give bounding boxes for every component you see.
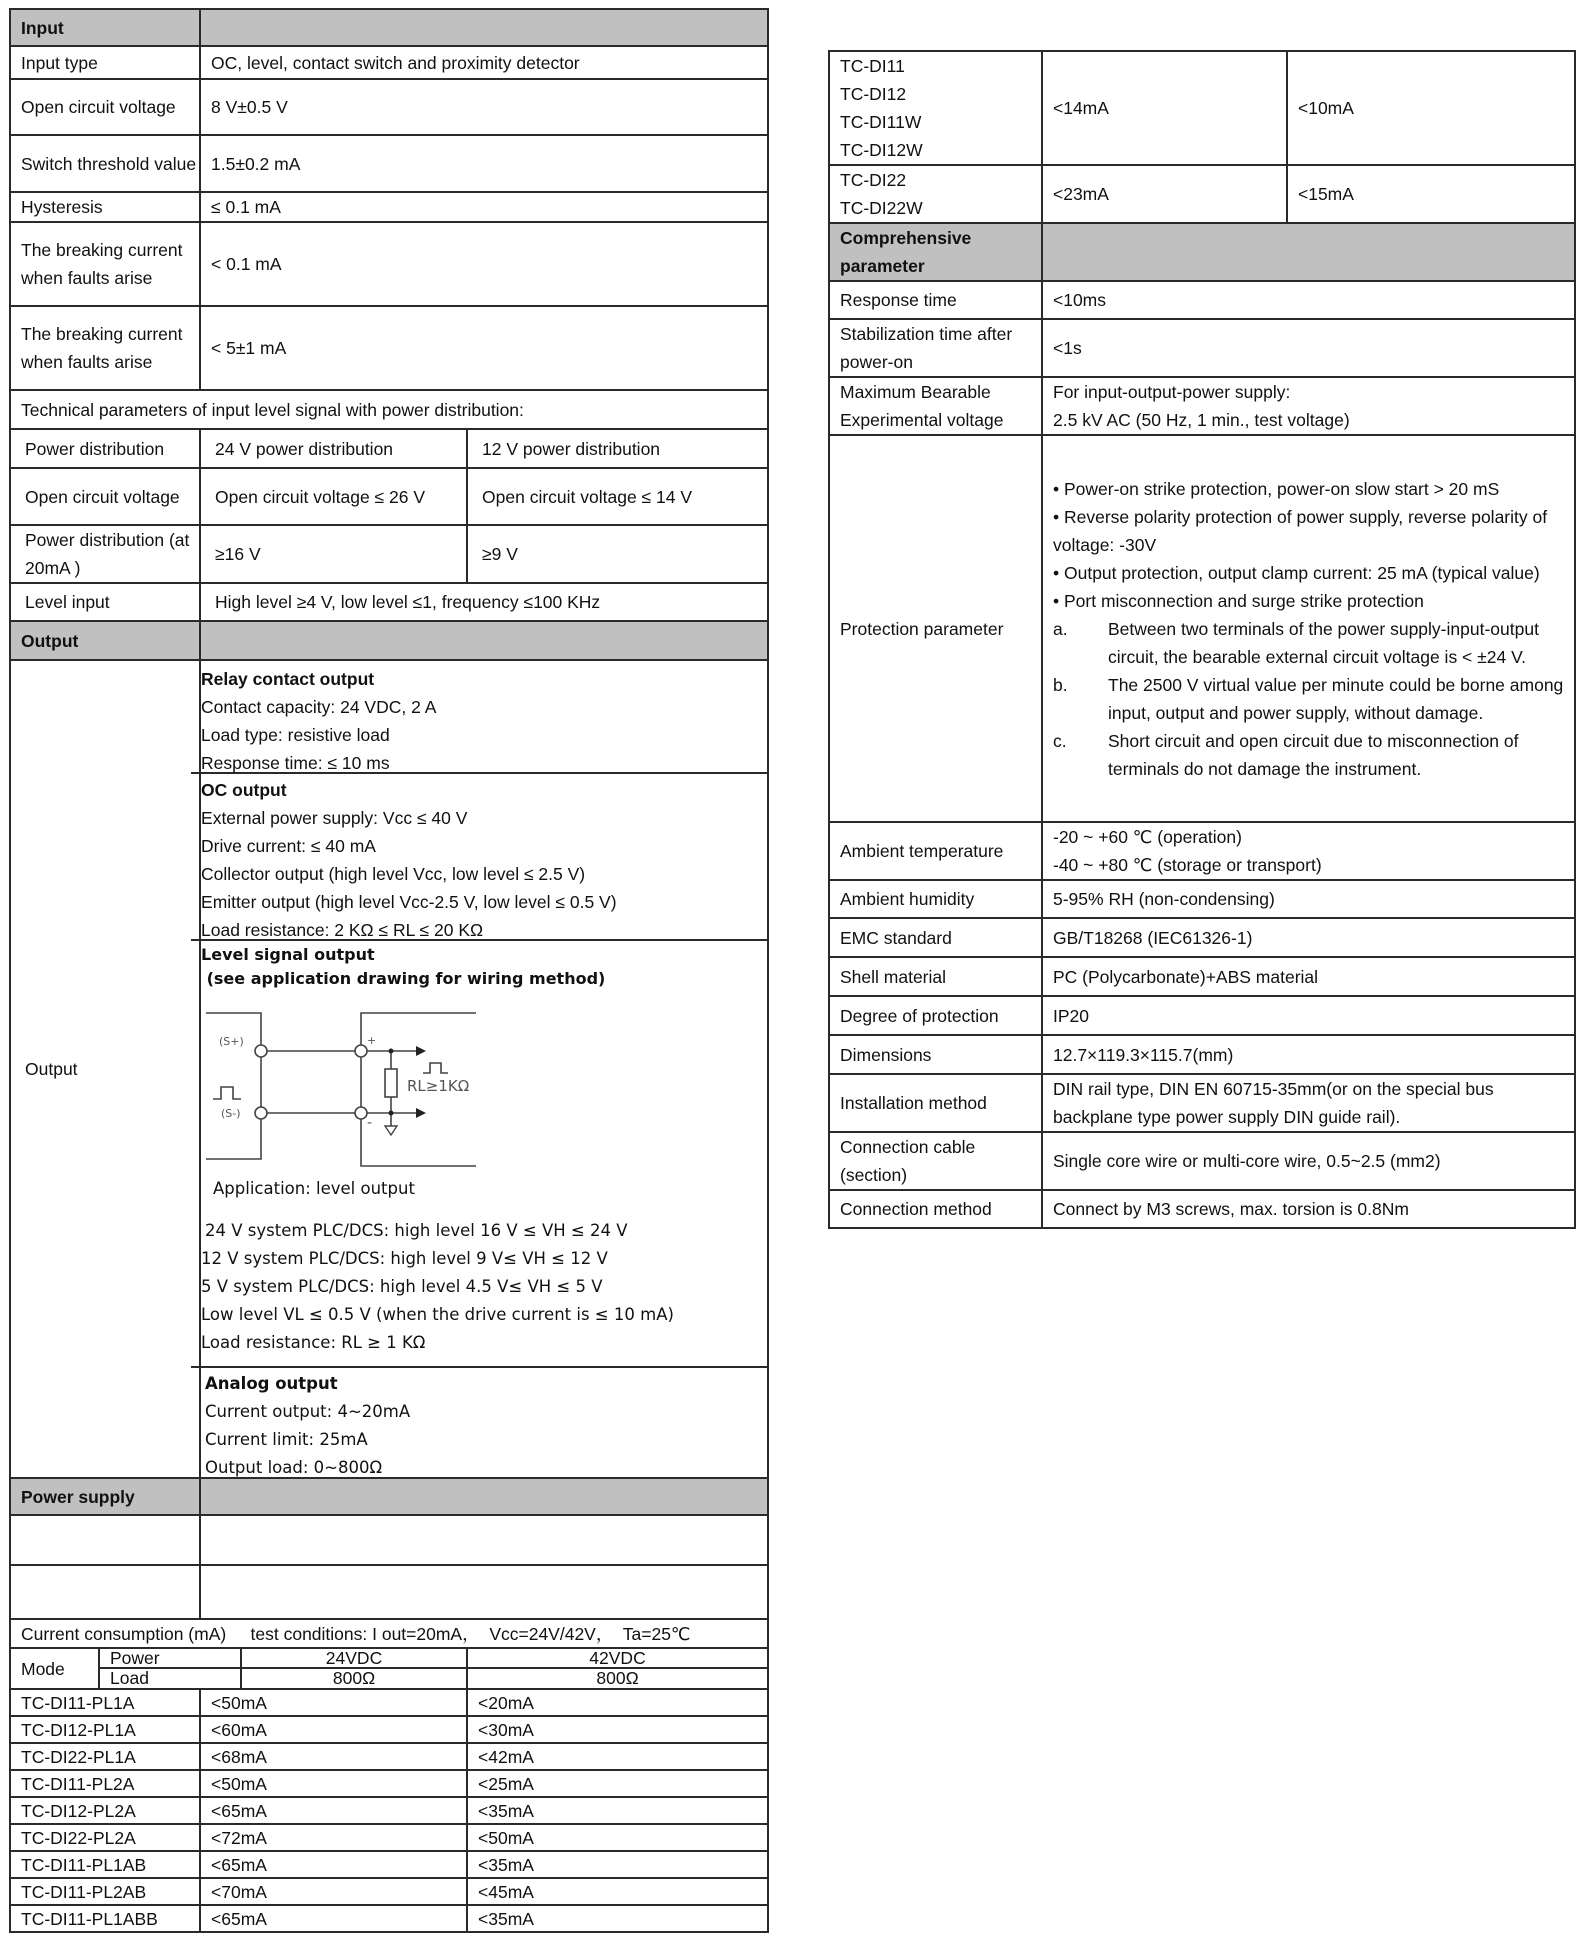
relay-output-line: Contact capacity: 24 VDC, 2 A xyxy=(201,697,437,717)
power-24vdc: 24VDC xyxy=(241,1648,467,1668)
spec-label: Switch threshold value xyxy=(10,135,200,192)
spec-value: Open circuit voltage ≤ 14 V xyxy=(467,468,768,525)
spec-label: Installation method xyxy=(829,1074,1042,1132)
spec-label xyxy=(10,1515,200,1565)
spec-value: Connect by M3 screws, max. torsion is 0.8Nm xyxy=(1042,1190,1575,1228)
model-name: TC-DI11-PL2A xyxy=(10,1770,200,1797)
output-section-header xyxy=(10,621,768,660)
terminal-icon xyxy=(255,1045,267,1057)
spec-row xyxy=(10,79,768,135)
spec-row xyxy=(829,377,1575,435)
level-output-line: 12 V system PLC/DCS: high level 9 V≤ VH ≤ 12 V xyxy=(201,1249,608,1268)
comprehensive-section-header xyxy=(829,223,1575,281)
consumption-24v: <65mA xyxy=(200,1851,467,1878)
model-name: TC-DI11-PL1ABB xyxy=(10,1905,200,1932)
spec-value: < 0.1 mA xyxy=(200,222,768,306)
protection-bullet: • Output protection, output clamp current: 25 mA (typical value) xyxy=(1053,562,1540,583)
spec-row xyxy=(829,822,1575,880)
spec-value: < 5±1 mA xyxy=(200,306,768,390)
consumption-24v: <14mA xyxy=(1042,51,1287,165)
spec-value-line: -40 ~ +80 ℃ (storage or transport) xyxy=(1053,855,1322,875)
consumption-title: Current consumption (mA) test conditions: I out=20mA， Vcc=24V/42V， Ta=25℃ xyxy=(10,1619,768,1648)
tech-params-row xyxy=(10,390,768,429)
spec-value: GB/T18268 (IEC61326-1) xyxy=(1042,918,1575,957)
spec-row xyxy=(829,996,1575,1035)
consumption-power-row xyxy=(10,1648,768,1668)
item-text: Short circuit and open circuit due to misconnection of terminals do not damage the instrument. xyxy=(1108,730,1519,779)
spec-value: 12.7×119.3×115.7(mm) xyxy=(1042,1035,1575,1074)
consumption-24v: <50mA xyxy=(200,1770,467,1797)
model-name: TC-DI11W xyxy=(840,112,922,132)
junction-dot xyxy=(389,1049,394,1054)
item-text: The 2500 V virtual value per minute could be borne among input, output and power supply, without damage. xyxy=(1108,674,1564,723)
model-name: TC-DI11 xyxy=(840,56,905,76)
spec-value-line: -20 ~ +60 ℃ (operation) xyxy=(1053,827,1242,847)
spec-row xyxy=(829,281,1575,319)
consumption-24v: <50mA xyxy=(200,1689,467,1716)
spec-value: ≥9 V xyxy=(467,525,768,583)
consumption-row xyxy=(10,1797,768,1824)
spec-row xyxy=(10,192,768,222)
power-dist-row xyxy=(10,468,768,525)
output-header: Output xyxy=(10,621,200,660)
consumption-24v: <65mA xyxy=(200,1905,467,1932)
spec-row xyxy=(10,222,768,306)
spec-row xyxy=(829,1132,1575,1190)
spec-row xyxy=(10,306,768,390)
consumption-42v: <35mA xyxy=(467,1905,768,1932)
protection-details xyxy=(1042,435,1575,822)
oc-output-line: Drive current: ≤ 40 mA xyxy=(201,836,376,856)
s-plus-label: (S+) xyxy=(219,1035,244,1048)
level-output-line: Load resistance: RL ≥ 1 KΩ xyxy=(201,1333,426,1352)
arrow-right-icon xyxy=(416,1046,426,1056)
consumption-24v: <60mA xyxy=(200,1716,467,1743)
model-group-row xyxy=(829,51,1575,165)
consumption-42v: <45mA xyxy=(467,1878,768,1905)
spec-row xyxy=(10,1515,768,1565)
spec-row xyxy=(10,1565,768,1619)
spec-row xyxy=(829,319,1575,377)
protection-bullet: • Port misconnection and surge strike protection xyxy=(1053,590,1424,611)
protection-item xyxy=(1053,727,1566,783)
model-group-row xyxy=(829,165,1575,223)
power-supply-header: Power supply xyxy=(10,1478,200,1515)
pulse-icon xyxy=(213,1087,241,1099)
spec-value: <1s xyxy=(1042,319,1575,377)
diagram-caption: Application: level output xyxy=(213,1179,415,1198)
spec-label: Response time xyxy=(829,281,1042,319)
consumption-24v: <72mA xyxy=(200,1824,467,1851)
consumption-row xyxy=(10,1689,768,1716)
right-spec-table xyxy=(828,50,1576,1229)
spec-row xyxy=(829,957,1575,996)
minus-label: - xyxy=(367,1115,373,1131)
model-name: TC-DI22 xyxy=(840,170,907,190)
power-42vdc: 42VDC xyxy=(467,1648,768,1668)
spec-value: 1.5±0.2 mA xyxy=(200,135,768,192)
spec-label: Ambient humidity xyxy=(829,880,1042,918)
level-output-title: Level signal output xyxy=(201,945,375,964)
spec-label: Connection method xyxy=(829,1190,1042,1228)
model-name: TC-DI22W xyxy=(840,198,923,218)
load-resistance-label: RL≥1KΩ xyxy=(407,1077,470,1095)
pulse-icon xyxy=(423,1063,448,1073)
model-name: TC-DI12-PL2A xyxy=(10,1797,200,1824)
level-output-line: 5 V system PLC/DCS: high level 4.5 V≤ VH ≤ 5 V xyxy=(201,1277,603,1296)
oc-output-line: External power supply: Vcc ≤ 40 V xyxy=(201,808,468,828)
relay-output-line: Response time: ≤ 10 ms xyxy=(201,753,390,773)
spec-label: Ambient temperature xyxy=(829,822,1042,880)
terminal-icon xyxy=(255,1107,267,1119)
power-dist-label: Power distribution xyxy=(10,429,200,468)
ground-icon xyxy=(385,1126,397,1135)
model-list xyxy=(829,165,1042,223)
spec-label: Level input xyxy=(10,583,200,621)
spec-label: Stabilization time after power-on xyxy=(829,319,1042,377)
spec-label: Shell material xyxy=(829,957,1042,996)
power-dist-row xyxy=(10,525,768,583)
arrow-right-icon xyxy=(416,1108,426,1118)
spec-value: 8 V±0.5 V xyxy=(200,79,768,135)
spec-value: ≤ 0.1 mA xyxy=(200,192,768,222)
model-name: TC-DI12W xyxy=(840,140,923,160)
oc-output-line: Load resistance: 2 KΩ ≤ RL ≤ 20 KΩ xyxy=(201,920,484,940)
item-text: Between two terminals of the power supply-input-output circuit, the bearable external circuit voltage is < ±24 V. xyxy=(1108,618,1539,667)
analog-output-title: Analog output xyxy=(205,1374,338,1393)
oc-output-block xyxy=(191,772,767,939)
spec-value xyxy=(200,1515,768,1565)
power-dist-header-row xyxy=(10,429,768,468)
consumption-24v: <23mA xyxy=(1042,165,1287,223)
consumption-row xyxy=(10,1905,768,1932)
junction-dot xyxy=(389,1111,394,1116)
model-name: TC-DI11-PL1A xyxy=(10,1689,200,1716)
spec-label: EMC standard xyxy=(829,918,1042,957)
model-list xyxy=(829,51,1042,165)
power-dist-24v: 24 V power distribution xyxy=(200,429,467,468)
analog-output-line: Current output: 4~20mA xyxy=(205,1402,411,1421)
spec-value xyxy=(200,1565,768,1619)
spec-label: The breaking current when faults arise xyxy=(10,306,200,390)
model-name: TC-DI11-PL2AB xyxy=(10,1878,200,1905)
spec-value-line: 2.5 kV AC (50 Hz, 1 min., test voltage) xyxy=(1053,410,1350,430)
spec-label: The breaking current when faults arise xyxy=(10,222,200,306)
spec-value xyxy=(1042,377,1575,435)
consumption-42v: <35mA xyxy=(467,1797,768,1824)
consumption-row xyxy=(10,1878,768,1905)
load-24vdc: 800Ω xyxy=(241,1668,467,1689)
consumption-row xyxy=(10,1743,768,1770)
item-mark: a. xyxy=(1053,618,1068,639)
protection-item xyxy=(1053,615,1566,671)
spec-label: Protection parameter xyxy=(829,435,1042,822)
power-label: Power xyxy=(99,1648,241,1668)
protection-row xyxy=(829,435,1575,822)
comprehensive-header: Comprehensive parameter xyxy=(829,223,1042,281)
relay-output-block xyxy=(191,661,767,772)
oc-output-title: OC output xyxy=(201,780,287,800)
consumption-load-row xyxy=(10,1668,768,1689)
spec-label: Hysteresis xyxy=(10,192,200,222)
consumption-42v: <25mA xyxy=(467,1770,768,1797)
consumption-row xyxy=(10,1716,768,1743)
spec-value: PC (Polycarbonate)+ABS material xyxy=(1042,957,1575,996)
load-label: Load xyxy=(99,1668,241,1689)
resistor-icon xyxy=(385,1069,397,1097)
level-output-line: 24 V system PLC/DCS: high level 16 V ≤ VH ≤ 24 V xyxy=(205,1221,628,1240)
consumption-row xyxy=(10,1824,768,1851)
spec-label: Dimensions xyxy=(829,1035,1042,1074)
power-dist-12v: 12 V power distribution xyxy=(467,429,768,468)
protection-bullet: • Power-on strike protection, power-on slow start > 20 mS xyxy=(1053,478,1500,499)
terminal-icon xyxy=(355,1045,367,1057)
model-name: TC-DI22-PL2A xyxy=(10,1824,200,1851)
consumption-row xyxy=(10,1770,768,1797)
spec-value: IP20 xyxy=(1042,996,1575,1035)
output-body-row xyxy=(10,660,768,1478)
consumption-42v: <42mA xyxy=(467,1743,768,1770)
spec-label: Maximum Bearable Experimental voltage xyxy=(829,377,1042,435)
input-header: Input xyxy=(10,9,200,46)
load-42vdc: 800Ω xyxy=(467,1668,768,1689)
consumption-42v: <20mA xyxy=(467,1689,768,1716)
output-details xyxy=(200,660,768,1478)
spec-row xyxy=(829,1074,1575,1132)
spec-value: High level ≥4 V, low level ≤1, frequency ≤100 KHz xyxy=(200,583,768,621)
consumption-42v: <50mA xyxy=(467,1824,768,1851)
consumption-42v: <10mA xyxy=(1287,51,1575,165)
consumption-42v: <15mA xyxy=(1287,165,1575,223)
consumption-24v: <70mA xyxy=(200,1878,467,1905)
spec-label: Power distribution (at 20mA ) xyxy=(10,525,200,583)
level-output-line: Low level VL ≤ 0.5 V (when the drive current is ≤ 10 mA) xyxy=(201,1305,674,1324)
spec-value: DIN rail type, DIN EN 60715-35mm(or on the special bus backplane type power supply DIN guide rail). xyxy=(1042,1074,1575,1132)
spec-row xyxy=(829,1035,1575,1074)
consumption-24v: <68mA xyxy=(200,1743,467,1770)
consumption-42v: <35mA xyxy=(467,1851,768,1878)
consumption-42v: <30mA xyxy=(467,1716,768,1743)
oc-output-line: Emitter output (high level Vcc-2.5 V, low level ≤ 0.5 V) xyxy=(201,892,617,912)
protection-item xyxy=(1053,671,1566,727)
relay-output-line: Load type: resistive load xyxy=(201,725,390,745)
comprehensive-rows xyxy=(829,880,1575,1228)
s-minus-label: (S-) xyxy=(221,1107,241,1120)
model-name: TC-DI12-PL1A xyxy=(10,1716,200,1743)
relay-output-title: Relay contact output xyxy=(201,669,375,689)
spec-label: Open circuit voltage xyxy=(10,79,200,135)
spec-value-line: For input-output-power supply: xyxy=(1053,382,1291,402)
protection-bullet: • Reverse polarity protection of power supply, reverse polarity of voltage: -30V xyxy=(1053,506,1548,555)
output-label: Output xyxy=(10,660,200,1478)
left-spec-table xyxy=(9,8,769,1933)
power-supply-section-header xyxy=(10,1478,768,1515)
consumption-row xyxy=(10,1851,768,1878)
level-output-wiring-diagram xyxy=(201,1001,481,1171)
spec-label: Open circuit voltage xyxy=(10,468,200,525)
spec-value: ≥16 V xyxy=(200,525,467,583)
spec-row xyxy=(829,880,1575,918)
spec-label xyxy=(10,1565,200,1619)
level-input-row xyxy=(10,583,768,621)
spec-value: Open circuit voltage ≤ 26 V xyxy=(200,468,467,525)
spec-value: OC, level, contact switch and proximity detector xyxy=(200,46,768,79)
consumption-title-row xyxy=(10,1619,768,1648)
model-name: TC-DI11-PL1AB xyxy=(10,1851,200,1878)
mode-label: Mode xyxy=(10,1648,99,1689)
terminal-icon xyxy=(355,1107,367,1119)
spec-label: Connection cable (section) xyxy=(829,1132,1042,1190)
tech-params-title: Technical parameters of input level signal with power distribution: xyxy=(10,390,768,429)
input-section-header xyxy=(10,9,768,46)
spec-row xyxy=(10,46,768,79)
analog-output-line: Output load: 0~800Ω xyxy=(205,1458,383,1477)
analog-output-block xyxy=(191,1366,767,1477)
spec-value: Single core wire or multi-core wire, 0.5~2.5 (mm2) xyxy=(1042,1132,1575,1190)
spec-label: Input type xyxy=(10,46,200,79)
consumption-24v: <65mA xyxy=(200,1797,467,1824)
model-name: TC-DI22-PL1A xyxy=(10,1743,200,1770)
oc-output-line: Collector output (high level Vcc, low level ≤ 2.5 V) xyxy=(201,864,586,884)
spec-value: 5-95% RH (non-condensing) xyxy=(1042,880,1575,918)
spec-value: <10ms xyxy=(1042,281,1575,319)
level-output-block xyxy=(191,939,767,1366)
spec-label: Degree of protection xyxy=(829,996,1042,1035)
model-name: TC-DI12 xyxy=(840,84,907,104)
analog-output-line: Current limit: 25mA xyxy=(205,1430,368,1449)
spec-row xyxy=(10,135,768,192)
spec-value xyxy=(1042,822,1575,880)
level-output-subtitle: (see application drawing for wiring method) xyxy=(201,969,606,988)
spec-row xyxy=(829,1190,1575,1228)
plus-label: + xyxy=(367,1034,377,1047)
consumption-table-body xyxy=(10,1689,768,1932)
item-mark: b. xyxy=(1053,674,1068,695)
item-mark: c. xyxy=(1053,730,1067,751)
spec-row xyxy=(829,918,1575,957)
